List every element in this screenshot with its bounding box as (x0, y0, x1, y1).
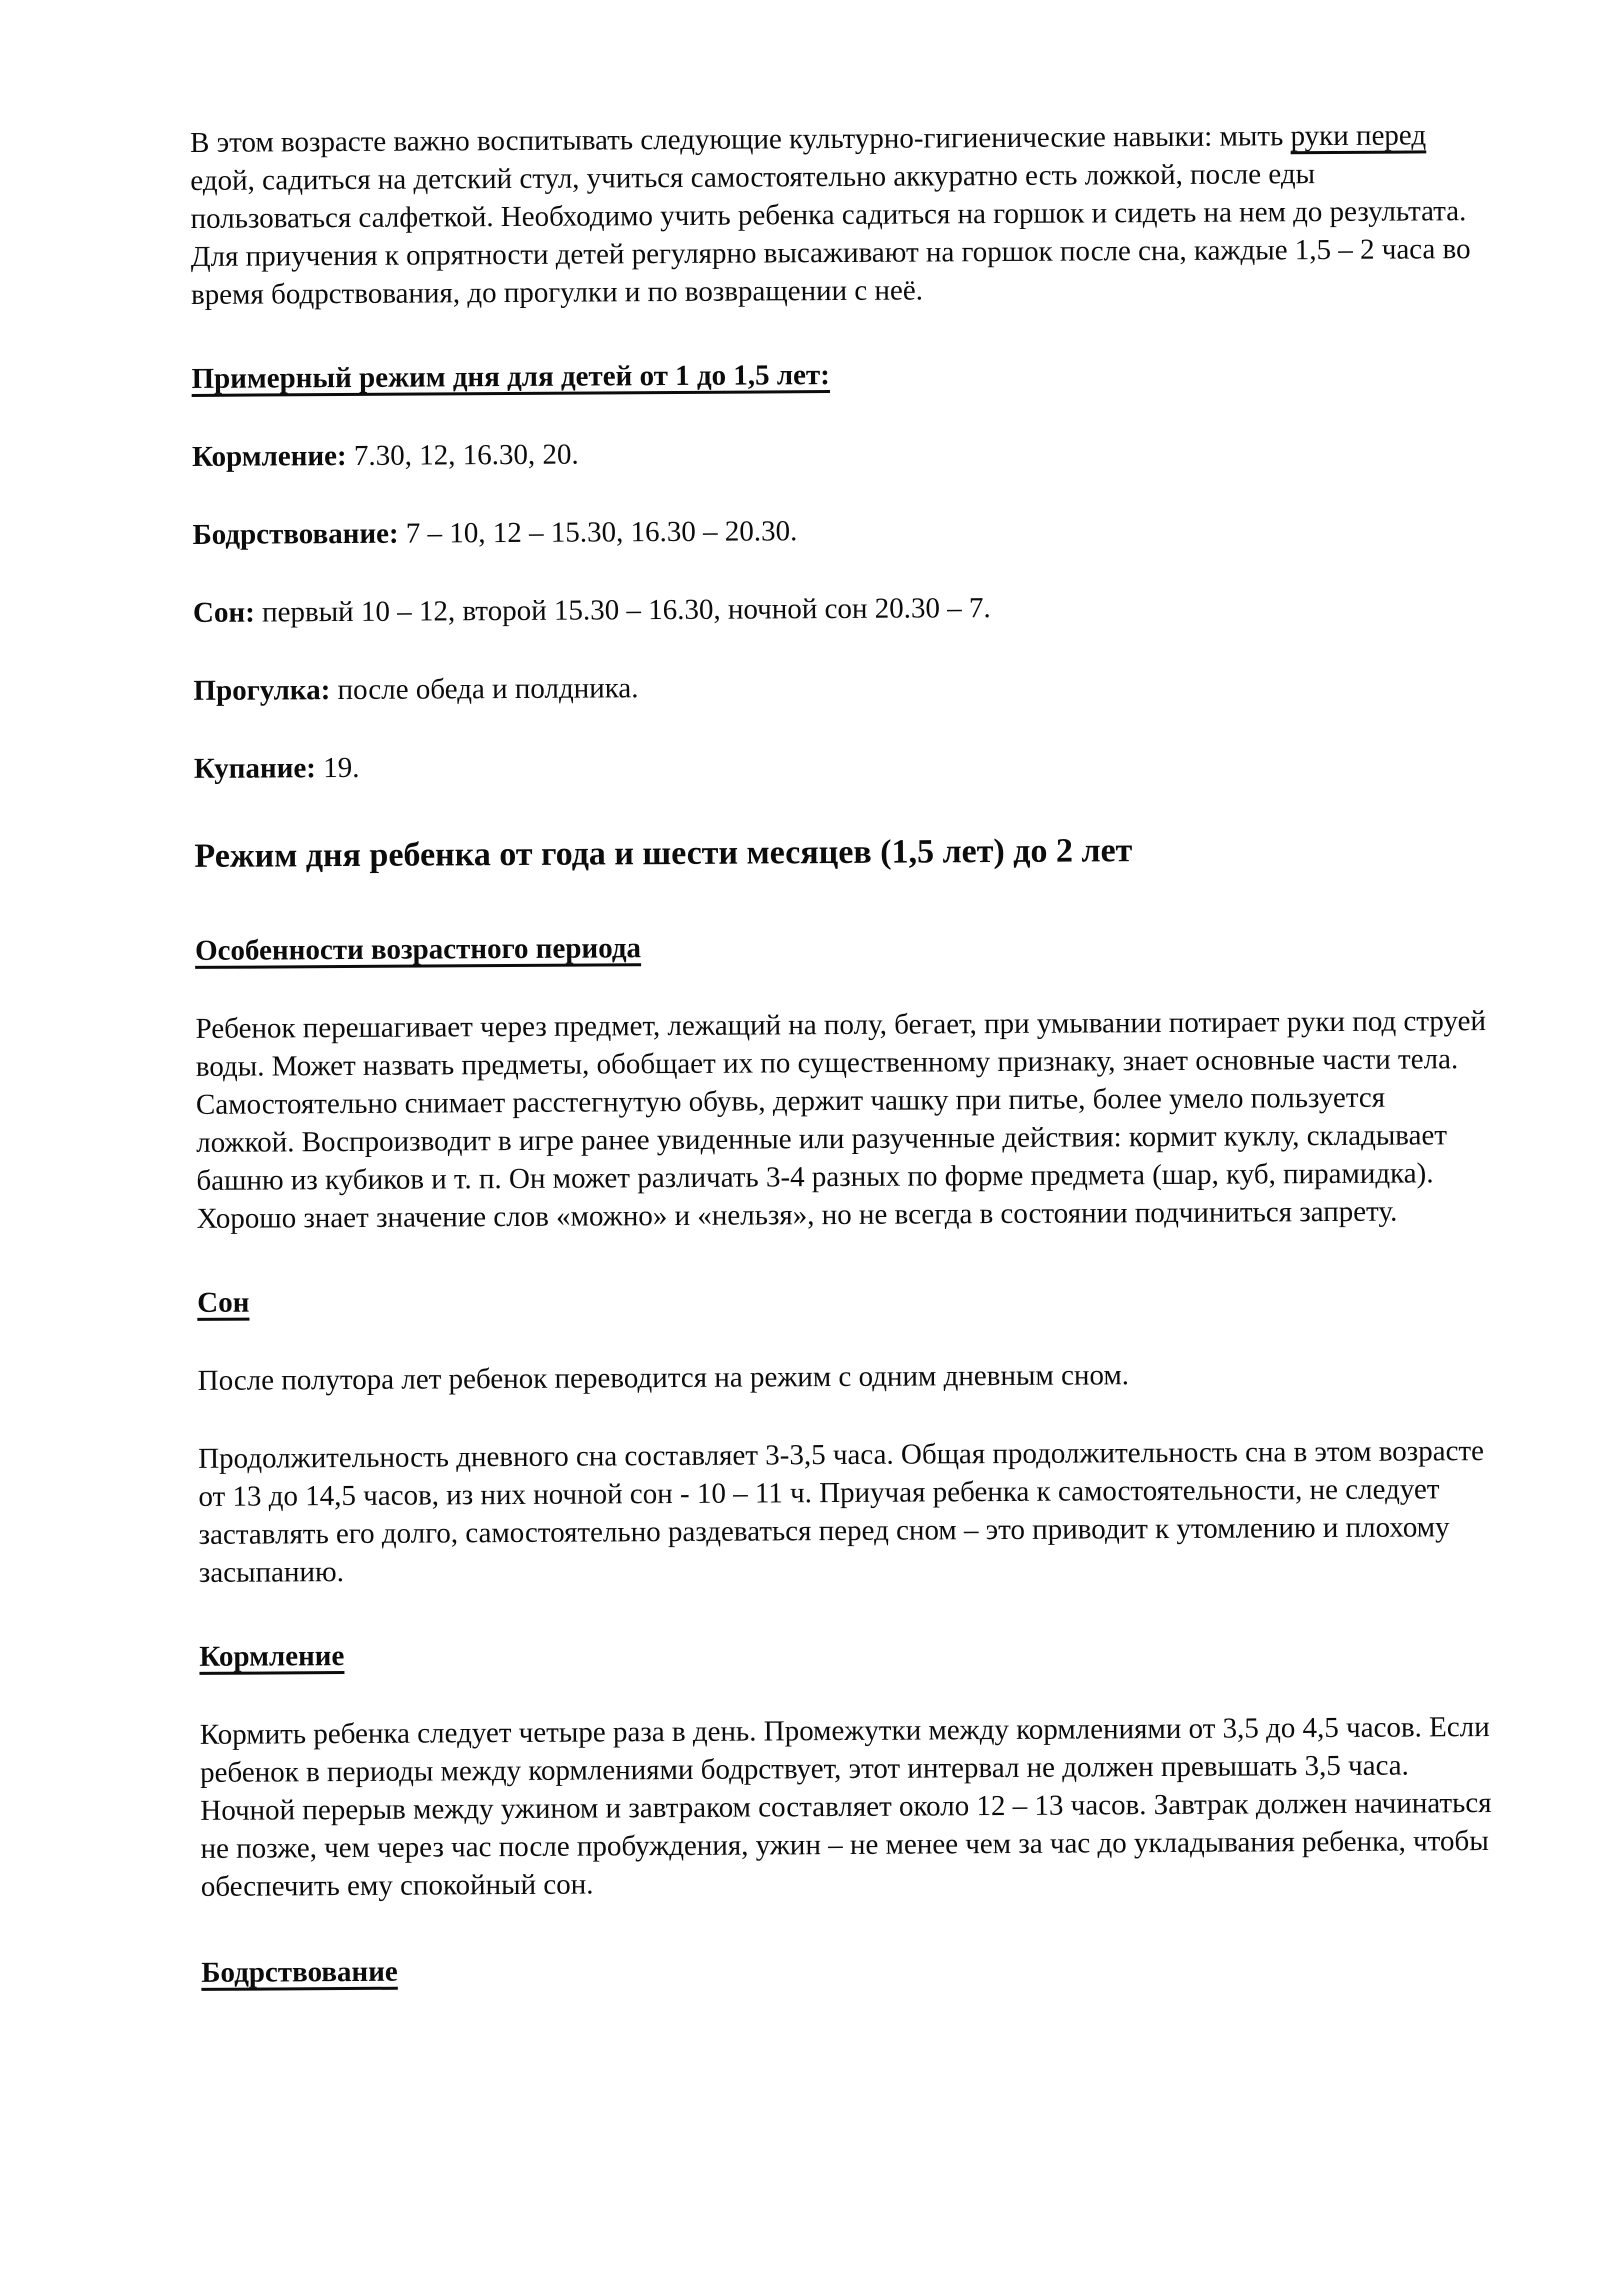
schedule-line-bath (194, 742, 1486, 788)
sleep-paragraph-1: После полутора лет ребенок переводится на режим с одним дневным сном. (197, 1359, 1130, 1397)
schedule-value-waking: 7 – 10, 12 – 15.30, 16.30 – 20.30. (405, 515, 798, 550)
schedule-label-waking: Бодрствование: (192, 517, 399, 551)
schedule-label-bath: Купание: (193, 752, 317, 785)
main-heading: Режим дня ребенка от года и шести месяцев (1,5 лет) до 2 лет (194, 832, 1133, 875)
schedule-line-walk (193, 664, 1485, 710)
schedule-value-feeding: 7.30, 12, 16.30, 20. (353, 438, 579, 472)
intro-paragraph (190, 116, 1483, 314)
schedule-label-feeding: Кормление: (191, 439, 347, 473)
schedule-heading: Примерный режим дня для детей от 1 до 1,5 лет: (191, 359, 830, 395)
waking-heading: Бодрствование (201, 1955, 398, 1989)
sleep-paragraph-2: Продолжительность дневного сна составляет 3-3,5 часа. Общая продолжительность сна в этом возрасте от 13 до 14,5 часов, из них ночной сон - 10 – 11 ч. Приучая ребенка к самостоятельности, не следует заставлять его долго, самостоятельно раздеваться перед сном – это приводит к утомлению и плохому засыпанию. (198, 1435, 1485, 1589)
feeding-heading: Кормление (199, 1640, 345, 1673)
sleep-heading: Сон (197, 1286, 250, 1319)
intro-text-after: едой, садиться на детский стул, учиться самостоятельно аккуратно есть ложкой, после еды пользоваться салфеткой. Необходимо учить ребенка садиться на горшок и сидеть на нем до результата. Для приучения к опрятности детей регулярно высаживают на горшок после сна, каждые 1,5 – 2 часа во время бодрствования, до прогулки и по возвращении с неё. (190, 158, 1471, 311)
schedule-value-walk: после обеда и полдника. (337, 672, 639, 707)
feeding-paragraph: Кормить ребенка следует четыре раза в день. Промежутки между кормлениями от 3,5 до 4,5 часов. Если ребенок в периоды между кормлениями бодрствует, этот интервал не должен превышать 3,5 часа. Ночной перерыв между ужином и завтраком составляет около 12 – 13 часов. Завтрак должен начинаться не позже, чем через час после пробуждения, ужин – не менее чем за час до укладывания ребенка, чтобы обеспечить ему спокойный сон. (199, 1711, 1492, 1903)
intro-text-underlined: руки перед (1290, 119, 1427, 153)
features-paragraph: Ребенок перешагивает через предмет, лежащий на полу, бегает, при умывании потирает руки под струей воды. Может назвать предметы, обобщает их по существенному признаку, знает основные части тела. Самостоятельно снимает расстегнутую обувь, держит чашку при питье, более умело пользуется ложкой. Воспроизводит в игре ранее увиденные или разученные действия: кормит куклу, складывает башню из кубиков и т. п. Он может различать 3-4 разных по форме предмета (шар, куб, пирамидка). Хорошо знает значение слов «можно» и «нельзя», но не всегда в состоянии подчиниться запрету. (195, 1005, 1487, 1235)
schedule-value-bath: 19. (323, 751, 360, 785)
schedule-label-walk: Прогулка: (193, 674, 331, 707)
schedule-value-sleep: первый 10 – 12, второй 15.30 – 16.30, ночной сон 20.30 – 7. (261, 592, 991, 629)
intro-text-before: В этом возрасте важно воспитывать следующие культурно-гигиенические навыки: мыть (190, 120, 1284, 159)
schedule-line-feeding (192, 430, 1484, 476)
schedule-line-sleep (193, 586, 1485, 632)
schedule-line-waking (192, 508, 1484, 554)
features-heading: Особенности возрастного периода (194, 932, 642, 967)
schedule-label-sleep: Сон: (192, 596, 255, 629)
document-text-block (190, 116, 1494, 2032)
